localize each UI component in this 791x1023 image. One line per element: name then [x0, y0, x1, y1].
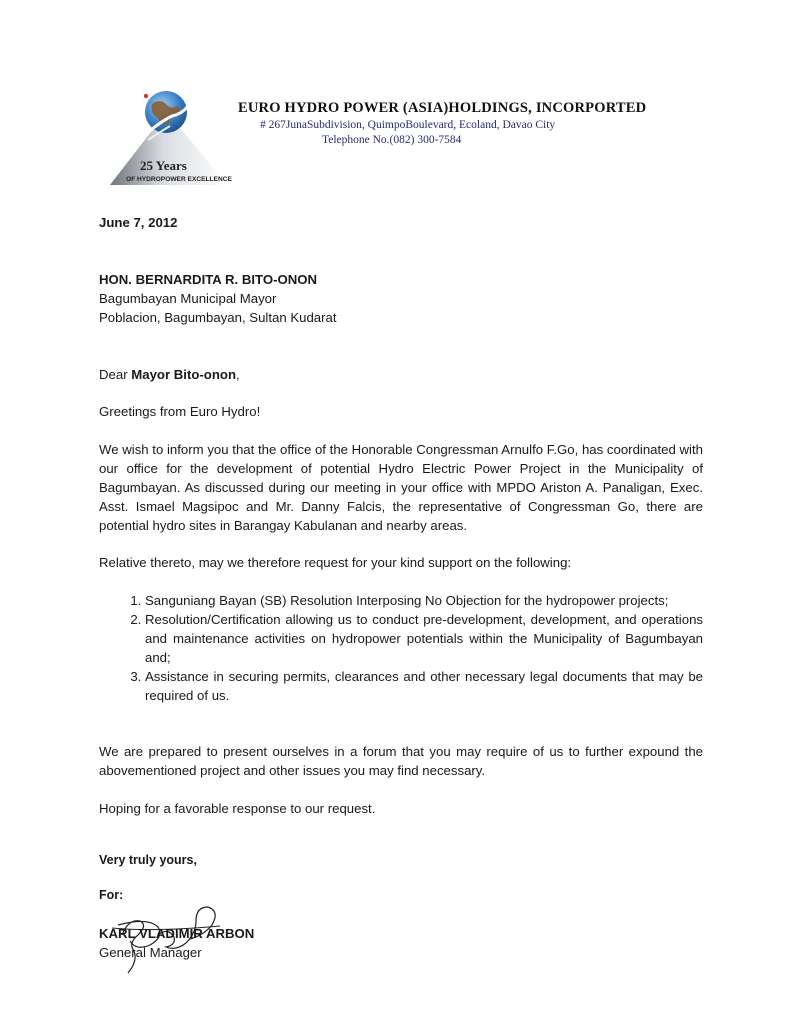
company-address: # 267JunaSubdivision, QuimpoBoulevard, Ecoland, Davao City	[260, 119, 556, 131]
globe-with-figure-icon	[106, 88, 234, 188]
signer-title: General Manager	[99, 945, 202, 960]
salutation-prefix: Dear	[99, 367, 132, 382]
signer-name: KARL VLADIMIR ARBON	[99, 926, 255, 941]
request-list	[99, 591, 703, 705]
list-item: 3. Assistance in securing permits, clearances and other necessary legal documents that may be required of us.	[145, 667, 703, 705]
recipient-block	[99, 270, 337, 327]
body-paragraph-2: Relative thereto, may we therefore request for your kind support on the following:	[99, 555, 572, 570]
greeting: Greetings from Euro Hydro!	[99, 404, 261, 419]
closing: Very truly yours,	[99, 853, 197, 867]
recipient-name: HON. BERNARDITA R. BITO-ONON	[99, 272, 318, 287]
body-paragraph-1: We wish to inform you that the office of the Honorable Congressman Arnulfo F.Go, has coordinated with our office for the development of potential Hydro Electric Power Project in the Municipality of Bagumbayan. As discussed during our meeting in your office with MPDO Ariston A. Panaligan, Exec. Asst. Ismael Magsipoc and Mr. Danny Falcis, the representative of Congressman Go, there are potential hydro sites in Barangay Kabulanan and nearby areas.	[99, 442, 703, 533]
letter-date: June 7, 2012	[99, 215, 178, 230]
company-telephone: Telephone No.(082) 300-7584	[322, 134, 462, 146]
list-item: 2. Resolution/Certification allowing us to conduct pre-development, development, and operations and maintenance activities on hydropower potentials within the Municipality of Bagumbayan and;	[145, 610, 703, 667]
body-paragraph-3: We are prepared to present ourselves in a forum that you may require of us to further expound the abovementioned project and other issues you may find necessary.	[99, 744, 703, 778]
logo-years: 25 Years	[140, 158, 187, 173]
company-logo	[106, 88, 234, 188]
salutation-suffix: ,	[236, 367, 240, 382]
salutation	[99, 365, 240, 384]
salutation-name: Mayor Bito-onon	[131, 367, 237, 382]
for-label: For:	[99, 888, 124, 902]
logo-tagline: OF HYDROPOWER EXCELLENCE	[126, 176, 232, 183]
company-name: EURO HYDRO POWER (ASIA)HOLDINGS, INCORPORTED	[238, 100, 647, 116]
list-item: 1. Sanguniang Bayan (SB) Resolution Interposing No Objection for the hydropower projects;	[145, 591, 703, 610]
body-paragraph-4: Hoping for a favorable response to our request.	[99, 801, 376, 816]
recipient-position: Bagumbayan Municipal Mayor	[99, 291, 277, 306]
recipient-address: Poblacion, Bagumbayan, Sultan Kudarat	[99, 310, 337, 325]
